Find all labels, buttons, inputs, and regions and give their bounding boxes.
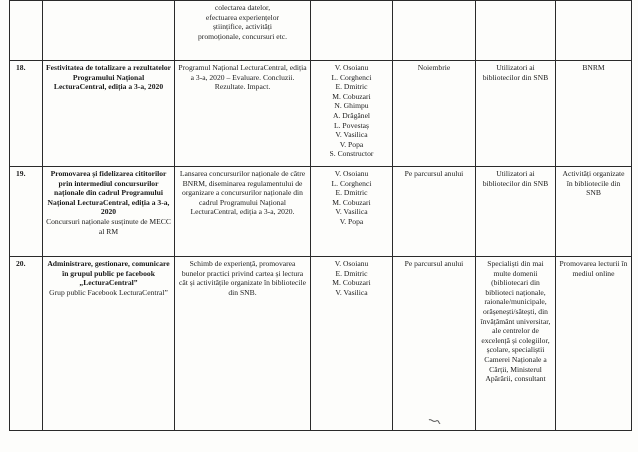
row-number: 18. <box>10 61 43 167</box>
plan-activities-table <box>9 0 632 431</box>
person: L. Povestaș <box>333 120 369 130</box>
person: E. Dmitric <box>335 188 368 198</box>
cell-partners <box>556 1 632 61</box>
row-title-text: Festivitatea de totalizare a rezultatelor Programului Național LecturaCentral, ediția a 3-a, 2020 <box>46 63 171 92</box>
row-partners: Activități organizate în bibliotecile din SNB <box>556 167 632 257</box>
row-number: 20. <box>10 257 43 431</box>
row-title <box>43 257 175 431</box>
activity-line: efectuarea experiențelor <box>205 12 280 22</box>
person: M. Cobuzari <box>332 278 371 288</box>
row-title <box>43 61 175 167</box>
person: M. Cobuzari <box>332 197 371 207</box>
cell-activity <box>175 1 311 61</box>
table-row <box>10 257 632 431</box>
person: N. Ghimpu <box>334 101 369 111</box>
person: V. Popa <box>339 216 364 226</box>
row-title-text: Promovarea și fidelizarea cititorilor prin intermediul concursurilor naționale din cadrul Programului Național LecturaCentral, ediția a 3-a, 2020 <box>47 169 170 217</box>
person: A. Drăgănel <box>332 110 371 120</box>
activity-line: științifice, activități <box>212 22 273 32</box>
row-title <box>43 167 175 257</box>
person: V. Osoianu <box>334 63 369 72</box>
row-subtitle: Concursuri naționale susținute de MECC al RM <box>46 216 171 236</box>
person: V. Popa <box>339 139 364 149</box>
cell-num <box>10 1 43 61</box>
activity-line: promoționale, concursuri etc. <box>198 31 287 41</box>
row-people <box>311 167 393 257</box>
activity-line: colectarea datelor, <box>214 3 271 12</box>
row-partners: Promovarea lecturii în mediul online <box>556 257 632 431</box>
person: L. Corghenci <box>331 72 372 82</box>
pen-mark-icon <box>427 417 441 427</box>
row-period: Pe parcursul anului <box>393 257 476 431</box>
person: E. Dmitric <box>335 82 368 92</box>
table-row <box>10 61 632 167</box>
row-people <box>311 61 393 167</box>
person: E. Dmitric <box>335 268 368 278</box>
cell-title <box>43 1 175 61</box>
person: V. Vasilica <box>335 130 368 140</box>
row-partners: BNRM <box>556 61 632 167</box>
person: L. Corghenci <box>331 178 372 188</box>
row-subtitle: Grup public Facebook LecturaCentral” <box>49 287 168 297</box>
row-period: Pe parcursul anului <box>393 167 476 257</box>
row-activity: Schimb de experiență, promovarea bunelor practici privind cartea și lectura cât și activitățile organizate în bibliotecile din SNB. <box>175 257 311 431</box>
row-title-text: Administrare, gestionare, comunicare în grupul public pe facebook „LecturaCentral” <box>47 259 170 288</box>
row-target: Utilizatori ai bibliotecilor din SNB <box>476 61 556 167</box>
person: V. Vasilica <box>335 207 368 217</box>
cell-people <box>311 1 393 61</box>
table-row <box>10 167 632 257</box>
cell-target <box>476 1 556 61</box>
person: V. Osoianu <box>334 259 369 268</box>
cell-period <box>393 1 476 61</box>
row-target: Specialiști din mai multe domenii (bibliotecari din biblioteci naționale, raionale/municipale, orășenești/sătești, din învățământ universitar, ale centrelor de excelență și colegiilor, școlare, specialiștii Camerei Naționale a Cărții, Ministerul Apărării, consultant <box>476 257 556 431</box>
row-activity: Lansarea concursurilor naționale de către BNRM, diseminarea regulamentului de organizare a concursurilor naționale din cadrul Programului Național LecturaCentral, ediția a 3-a, 2020. <box>175 167 311 257</box>
row-number: 19. <box>10 167 43 257</box>
person: M. Cobuzari <box>332 91 371 101</box>
person: S. Constructor <box>329 149 374 159</box>
row-activity: Programul Național LecturaCentral, ediția a 3-a, 2020 – Evaluare. Concluzii. Rezultate. Impact. <box>175 61 311 167</box>
row-period: Noiembrie <box>393 61 476 167</box>
person: V. Osoianu <box>334 169 369 178</box>
row-people <box>311 257 393 431</box>
row-target: Utilizatori ai bibliotecilor din SNB <box>476 167 556 257</box>
table-row-continuation <box>10 1 632 61</box>
person: V. Vasilica <box>335 287 368 297</box>
